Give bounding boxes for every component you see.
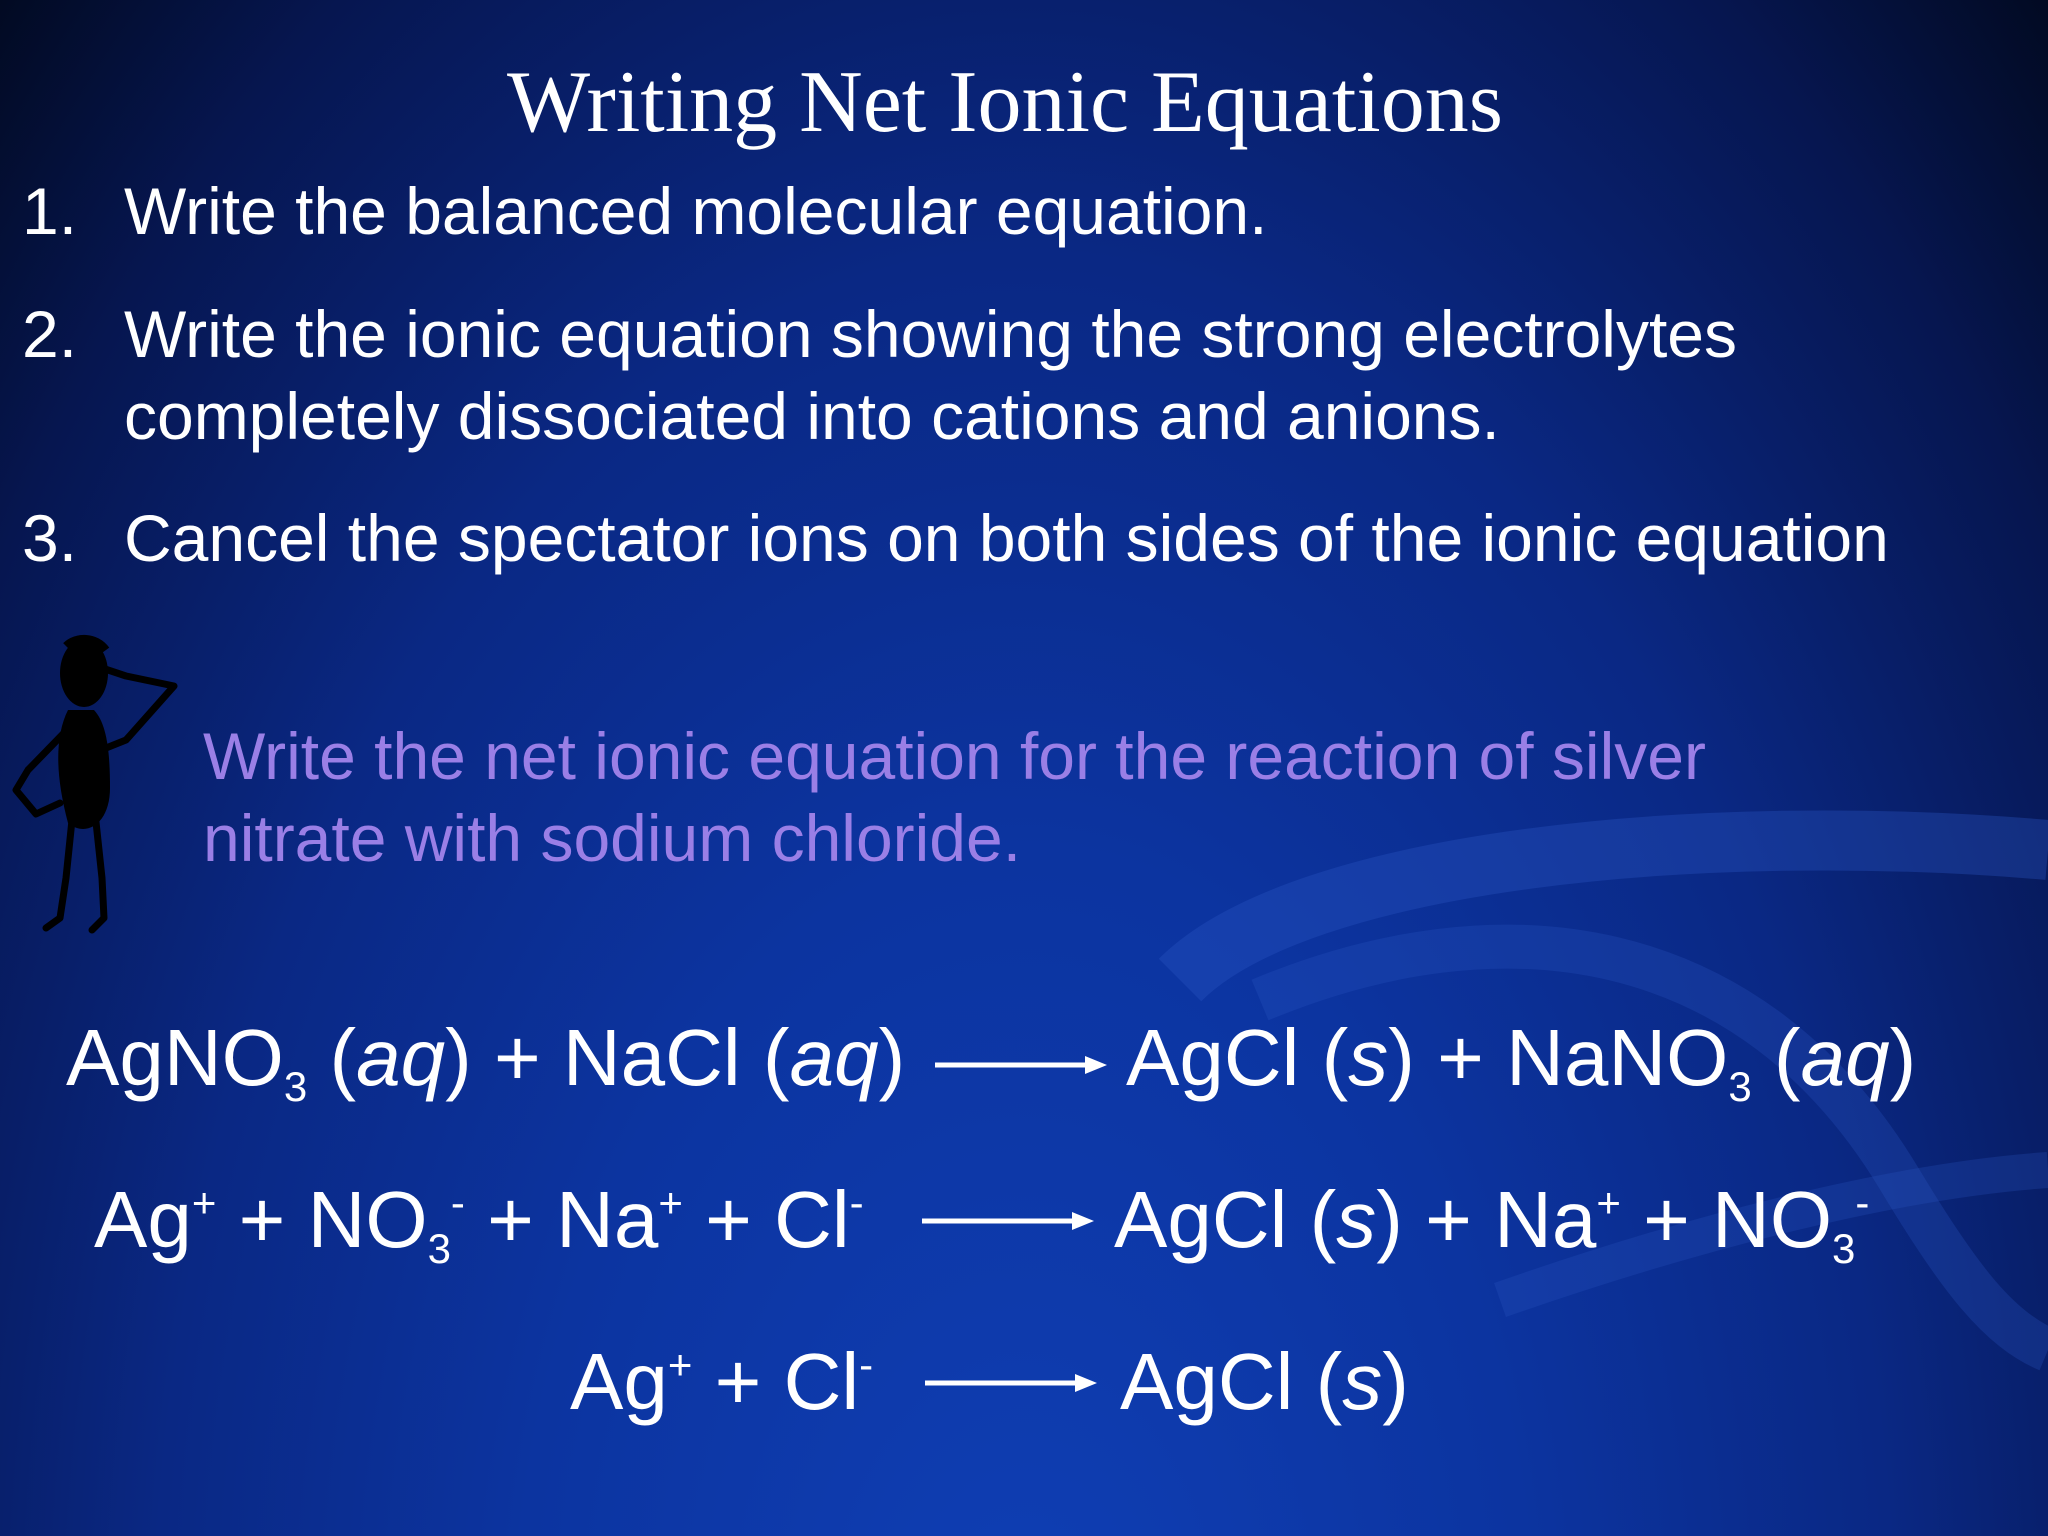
formula-text: + NO	[1620, 1175, 1833, 1264]
formula-text: AgNO	[66, 1013, 284, 1102]
exercise-prompt	[203, 715, 1903, 879]
formula-text: )	[1382, 1337, 1409, 1426]
formula-text: AgCl (	[1114, 1175, 1337, 1264]
step-text-line: completely dissociated into cations and anions.	[124, 379, 1500, 453]
molecular-equation-products	[1126, 1013, 1917, 1110]
prompt-line: Write the net ionic equation for the reaction of silver	[203, 719, 1706, 793]
formula-text: AgCl (	[1126, 1013, 1349, 1102]
ionic-equation-reactants	[94, 1175, 864, 1272]
state-label: aq	[356, 1013, 446, 1102]
formula-text: + Na	[464, 1175, 659, 1264]
formula-text: Ag	[94, 1175, 192, 1264]
formula-text: ) + NaCl (	[445, 1013, 790, 1102]
superscript: -	[859, 1341, 874, 1388]
formula-text: + Cl	[692, 1337, 860, 1426]
formula-text: (	[307, 1013, 357, 1102]
subscript: 3	[427, 1225, 451, 1272]
formula-text: ) + Na	[1376, 1175, 1597, 1264]
slide-title: Writing Net Ionic Equations	[506, 54, 1503, 151]
net-ionic-equation-reactants	[570, 1337, 874, 1426]
state-label: aq	[789, 1013, 879, 1102]
step-number: 1.	[22, 174, 78, 248]
step-text: Cancel the spectator ions on both sides of the ionic equation	[124, 501, 1889, 575]
reaction-arrow-icon	[922, 1208, 1097, 1234]
net-ionic-equation-products	[1120, 1337, 1409, 1426]
state-label: s	[1342, 1337, 1383, 1426]
superscript: +	[658, 1179, 683, 1226]
thinking-stick-figure-icon	[6, 628, 186, 948]
subscript: 3	[1728, 1063, 1752, 1110]
formula-text: AgCl (	[1120, 1337, 1343, 1426]
superscript: +	[1596, 1179, 1621, 1226]
step-text: Write the balanced molecular equation.	[124, 174, 1268, 248]
step-2	[22, 293, 1737, 457]
formula-text: )	[878, 1013, 906, 1102]
step-number: 2.	[22, 297, 78, 371]
subscript: 3	[283, 1063, 308, 1110]
superscript: -	[849, 1179, 864, 1226]
step-1	[22, 170, 1267, 252]
state-label: s	[1336, 1175, 1377, 1264]
state-label: s	[1348, 1013, 1389, 1102]
superscript: -	[450, 1179, 465, 1226]
formula-text: + NO	[216, 1175, 428, 1264]
molecular-equation-reactants	[66, 1013, 906, 1110]
subscript: 3	[1832, 1225, 1856, 1272]
prompt-line: nitrate with sodium chloride.	[203, 801, 1022, 875]
formula-text: + Cl	[682, 1175, 850, 1264]
reaction-arrow-icon	[935, 1052, 1110, 1078]
step-3	[22, 497, 1889, 579]
reaction-arrow-icon	[925, 1370, 1100, 1396]
formula-text: Ag	[570, 1337, 668, 1426]
superscript: -	[1855, 1179, 1870, 1226]
state-label: aq	[1800, 1013, 1890, 1102]
superscript: +	[667, 1341, 693, 1388]
ionic-equation-products	[1114, 1175, 1870, 1272]
formula-text: )	[1889, 1013, 1917, 1102]
step-text	[124, 293, 1737, 457]
formula-text: (	[1751, 1013, 1801, 1102]
step-number: 3.	[22, 501, 78, 575]
formula-text: ) + NaNO	[1388, 1013, 1729, 1102]
step-text-line: Write the ionic equation showing the strong electrolytes	[124, 297, 1738, 371]
superscript: +	[191, 1179, 217, 1226]
